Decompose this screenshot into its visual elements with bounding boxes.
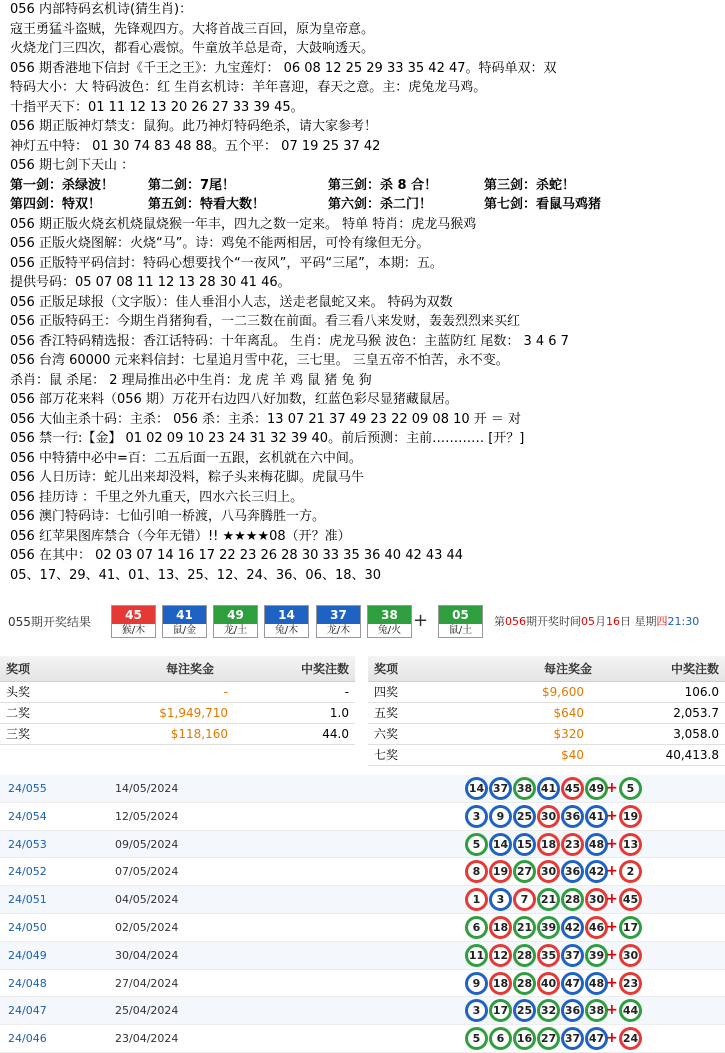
history-issue[interactable]: 24/047 [8,1004,47,1018]
history-ball: 9 [465,972,488,995]
history-special-ball: 17 [619,916,642,939]
history-ball: 40 [537,972,560,995]
prize-amount: $118,160 [170,727,228,741]
history-ball: 3 [465,999,488,1022]
history-special-ball: 30 [619,944,642,967]
prize-row [0,682,355,703]
prize-count: 3,058.0 [673,727,719,741]
ball-zodiac: 鼠/土 [448,625,473,636]
history-row [0,1025,725,1053]
next-issue: 056 [505,615,526,628]
text-line: 056 正版特平码信封：特码心想要找个“一夜风”，平码“三尾”，本期：五。 [10,255,443,271]
prize-row [0,724,355,745]
prize-header: 奖项 每注奖金 中奖注数 [0,656,355,682]
result-ball [162,605,207,638]
history-row [0,997,725,1025]
history-ball: 37 [561,1027,584,1050]
text-line: 056 人日历诗：蛇儿出来却没料，粽子头来梅花脚。虎鼠马牛 [10,470,364,485]
history-plus: + [606,1030,618,1047]
history-row [0,970,725,998]
history-ball: 48 [585,972,608,995]
history-ball: 27 [513,860,536,883]
prize-name: 三奖 [6,727,31,741]
result-label: 055期开奖结果 [8,615,91,629]
history-ball: 12 [489,944,512,967]
history-ball: 47 [561,972,584,995]
result-ball [264,605,309,638]
history-ball: 3 [489,888,512,911]
history-plus: + [606,863,618,880]
history-ball: 41 [537,777,560,800]
draw-history-list [0,775,725,1053]
history-ball: 7 [513,888,536,911]
history-ball: 30 [585,888,608,911]
text-line: 提供号码：05 07 08 11 12 13 28 30 41 46。 [10,275,291,290]
prize-amount: - [223,685,228,699]
history-ball: 30 [537,805,560,828]
ball-zodiac: 龙/木 [326,625,351,636]
history-ball: 18 [537,833,560,856]
history-ball: 30 [537,860,560,883]
prize-row [368,703,725,724]
prize-count: 106.0 [684,685,719,699]
prize-amount: $1,949,710 [159,706,228,720]
history-ball: 23 [561,833,584,856]
history-ball: 28 [561,888,584,911]
result-ball [213,605,258,638]
history-ball: 48 [585,833,608,856]
ball-number: 37 [317,606,360,624]
text-line: 056 挂历诗 ：千里之外九重天，四水六长三归上。 [10,489,304,505]
ball-zodiac: 龙/土 [223,625,248,636]
prize-amount: $640 [553,706,584,720]
history-ball: 25 [513,805,536,828]
text-line: 056 澳门特码诗：七仙引咱一桥渡，八马奔腾胜一方。 [10,509,325,524]
sword-item: 第七剑：看鼠马鸡猪 [484,197,602,212]
history-special-ball: 13 [619,833,642,856]
history-plus: + [606,1002,618,1019]
sword-item: 第三剑：杀蛇！ [484,177,576,193]
history-ball: 38 [513,777,536,800]
history-ball: 5 [465,833,488,856]
history-issue[interactable]: 24/050 [8,920,47,934]
history-row [0,942,725,970]
ball-number: 14 [265,606,308,624]
history-ball: 11 [465,944,488,967]
text-line: 056 正版足球报（文字版）：佳人垂泪小人志，送走老鼠蛇又来。 特码为双数 [10,294,453,310]
text-line: 056 部万花来料（056 期）万花开右边四八好加数，红蓝色彩尽显猪藏鼠居。 [10,392,458,407]
history-ball: 14 [489,833,512,856]
history-ball: 36 [561,805,584,828]
prize-name: 七奖 [374,748,399,762]
ball-number: 45 [112,606,155,624]
history-special-ball: 2 [619,860,642,883]
prize-amount: $9,600 [542,685,584,699]
history-row [0,914,725,942]
prize-name: 二奖 [6,706,31,720]
prize-amount: $320 [553,727,584,741]
history-ball: 16 [513,1027,536,1050]
history-ball: 36 [561,860,584,883]
history-date: 30/04/2024 [115,948,179,962]
text-line: 十指平天下：01 11 12 13 20 26 27 33 39 45。 [10,99,304,115]
draw-time: 21:30 [667,615,700,628]
result-ball [316,605,361,638]
history-ball: 8 [465,860,488,883]
history-ball: 37 [561,944,584,967]
history-plus: + [606,946,618,963]
history-ball: 32 [537,999,560,1022]
prize-count: - [344,685,349,699]
history-ball: 49 [585,777,608,800]
history-special-ball: 44 [619,999,642,1022]
history-ball: 47 [585,1027,608,1050]
plus-sign: + [413,610,429,631]
history-ball: 1 [465,888,488,911]
history-ball: 41 [585,805,608,828]
history-plus: + [606,891,618,908]
history-ball: 14 [465,777,488,800]
text-line: 特码大小：大 特码波色：红 生肖玄机诗：羊年喜迎，春天之意。主：虎兔龙马鸡。 [10,80,487,95]
history-ball: 18 [489,972,512,995]
history-ball: 21 [537,888,560,911]
text-line [10,176,722,196]
text-line: 056 期正版神灯禁支：鼠狗。此乃神灯特码绝杀，请大家参考！ [10,119,377,134]
result-ball [367,605,412,638]
prize-count: 40,413.8 [665,748,719,762]
text-line: 056 红苹果图库禁合（今年无错）!! ★★★★08（开？准） [10,528,351,544]
text-line: 056 期七剑下天山 ： [10,158,135,173]
history-ball: 3 [465,805,488,828]
history-special-ball: 45 [619,888,642,911]
prize-table [0,656,725,762]
history-special-ball: 23 [619,972,642,995]
history-special-ball: 19 [619,805,642,828]
sword-item: 第四剑：特双！ [10,197,102,212]
history-ball: 25 [513,999,536,1022]
ball-zodiac: 猴/木 [121,625,146,636]
history-plus: + [606,780,618,796]
history-issue[interactable]: 24/048 [8,976,47,990]
text-line: 杀肖：鼠 杀尾： 2 理局推出必中生肖：龙 虎 羊 鸡 鼠 猪 兔 狗 [10,372,372,388]
text-line: 056 禁一行:【金】 01 02 09 10 23 24 31 32 39 40。前后预测：主前………… [开？] [10,431,525,446]
history-date: 07/05/2024 [115,865,179,879]
prize-table-right [368,656,725,766]
history-ball: 39 [585,944,608,967]
history-ball: 42 [585,860,608,883]
history-ball: 9 [489,805,512,828]
prize-row [368,724,725,745]
history-ball: 18 [489,916,512,939]
history-plus: + [606,807,618,824]
history-ball: 17 [489,999,512,1022]
history-issue[interactable]: 24/052 [8,865,47,879]
history-ball: 35 [537,944,560,967]
history-issue[interactable]: 24/051 [8,893,47,907]
history-row [0,831,725,859]
history-date: 14/05/2024 [115,782,179,795]
text-line: 05、17、29、41、01、13、25、12、24、36、06、18、30 [10,567,382,583]
history-ball: 28 [513,944,536,967]
history-plus: + [606,918,618,935]
text-line: 056 台湾 60000 元来料信封：七星追月雪中花，三七里。 三皇五帝不怕苦，永不变。 [10,353,509,368]
history-date: 23/04/2024 [115,1032,179,1046]
ball-number: 05 [439,606,482,624]
history-ball: 5 [465,1027,488,1050]
next-draw-info: 第056期开奖时间05月16日 星期四21:30 [494,615,700,628]
prize-row [0,703,355,724]
sword-item: 第一剑：杀绿波！ [10,177,115,193]
sword-item: 第六剑：杀二门！ [328,197,433,212]
history-date: 02/05/2024 [115,920,179,934]
text-line: 056 香江特码精选报：香江话特码：十年离乱。 生肖：虎龙马猴 波色：主蓝防红 尾数： 3 4 6 7 [10,333,569,349]
text-line: 056 在其中： 02 03 07 14 16 17 22 23 26 28 30 33 35 36 40 42 43 44 [10,548,464,563]
prize-row [368,682,725,703]
history-ball: 6 [465,916,488,939]
history-ball: 39 [537,916,560,939]
history-date: 27/04/2024 [115,976,179,990]
history-special-ball: 24 [619,1027,642,1050]
draw-result-bar [0,604,725,640]
history-date: 25/04/2024 [115,1004,179,1018]
prediction-text-block [10,0,722,585]
ball-number: 41 [163,606,206,624]
history-issue[interactable]: 24/054 [8,809,47,823]
text-line: 056 内部特码玄机诗(猜生肖)： [10,2,193,17]
sword-item: 第五剑：特看大数！ [148,197,266,212]
prize-amount: $40 [561,748,584,762]
history-ball: 15 [513,833,536,856]
text-line: 056 期正版火烧玄机烧鼠烧猴一年丰，四九之数一定来。 特单 特肖：虎龙马猴鸡 [10,216,477,232]
ball-number: 49 [214,606,257,624]
prize-name: 头奖 [6,685,31,699]
history-ball: 37 [489,777,512,800]
text-line: 神灯五中特： 01 30 74 83 48 88。五个平： 07 19 25 37 42 [10,138,381,154]
prize-name: 四奖 [374,685,399,699]
prize-count: 1.0 [329,706,349,720]
sword-item: 第三剑：杀 8 合！ [328,177,438,193]
ball-zodiac: 兔/火 [377,625,402,636]
text-line: 056 大仙主杀十码：主杀： 056 杀：主杀：13 07 21 37 49 23 22 09 08 10 开 ＝ 对 [10,411,522,427]
history-ball: 38 [585,999,608,1022]
text-line: 寇王勇猛斗盗贼，先锋观四方。大将首战三百回，原为皇帝意。 [10,21,375,37]
history-ball: 45 [561,777,584,800]
prize-name: 五奖 [374,706,399,720]
ball-zodiac: 鼠/金 [172,625,197,636]
history-special-ball: 5 [619,777,642,800]
history-date: 04/05/2024 [115,893,179,907]
history-plus: + [606,974,618,991]
prize-row [368,745,725,766]
result-ball [111,605,156,638]
history-issue[interactable]: 24/055 [8,782,47,795]
ball-number: 38 [368,606,411,624]
text-line: 056 期香港地下信封《千王之王》：九宝莲灯： 06 08 12 25 29 33 35 42 47。特码单双：双 [10,60,557,76]
history-ball: 28 [513,972,536,995]
history-plus: + [606,835,618,852]
history-date: 12/05/2024 [115,809,179,823]
history-ball: 19 [489,860,512,883]
history-issue[interactable]: 24/046 [8,1032,47,1046]
text-line: 056 正版火烧图解：火烧“马”。诗：鸡兔不能两相居，可怜有缘但无分。 [10,236,430,251]
history-row [0,775,725,803]
history-ball: 46 [585,916,608,939]
history-ball: 27 [537,1027,560,1050]
text-line: 火烧龙门三四次，都看心震惊。牛童放羊总是奇，大鼓响透天。 [10,41,375,56]
prize-name: 六奖 [374,727,399,741]
prize-count: 2,053.7 [673,706,719,720]
prize-count: 44.0 [322,727,349,741]
history-row [0,803,725,831]
special-ball [438,605,483,638]
history-row [0,858,725,886]
text-line [10,195,722,215]
history-ball: 21 [513,916,536,939]
prize-header: 奖项 每注奖金 中奖注数 [368,656,725,682]
history-issue[interactable]: 24/049 [8,948,47,962]
sword-item: 第二剑：7尾！ [148,177,236,193]
history-ball: 36 [561,999,584,1022]
ball-zodiac: 兔/木 [274,625,299,636]
history-row [0,886,725,914]
text-line: 056 正版特码王：今期生肖猪狗看，一二三数在前面。看三看八来发财，轰轰烈烈来买红 [10,314,520,329]
history-ball: 42 [561,916,584,939]
text-line: 056 中特猜中必中=百：二五后面一五跟，玄机就在六中间。 [10,450,362,466]
prize-table-left [0,656,355,745]
history-issue[interactable]: 24/053 [8,837,47,851]
history-ball: 6 [489,1027,512,1050]
history-date: 09/05/2024 [115,837,179,851]
